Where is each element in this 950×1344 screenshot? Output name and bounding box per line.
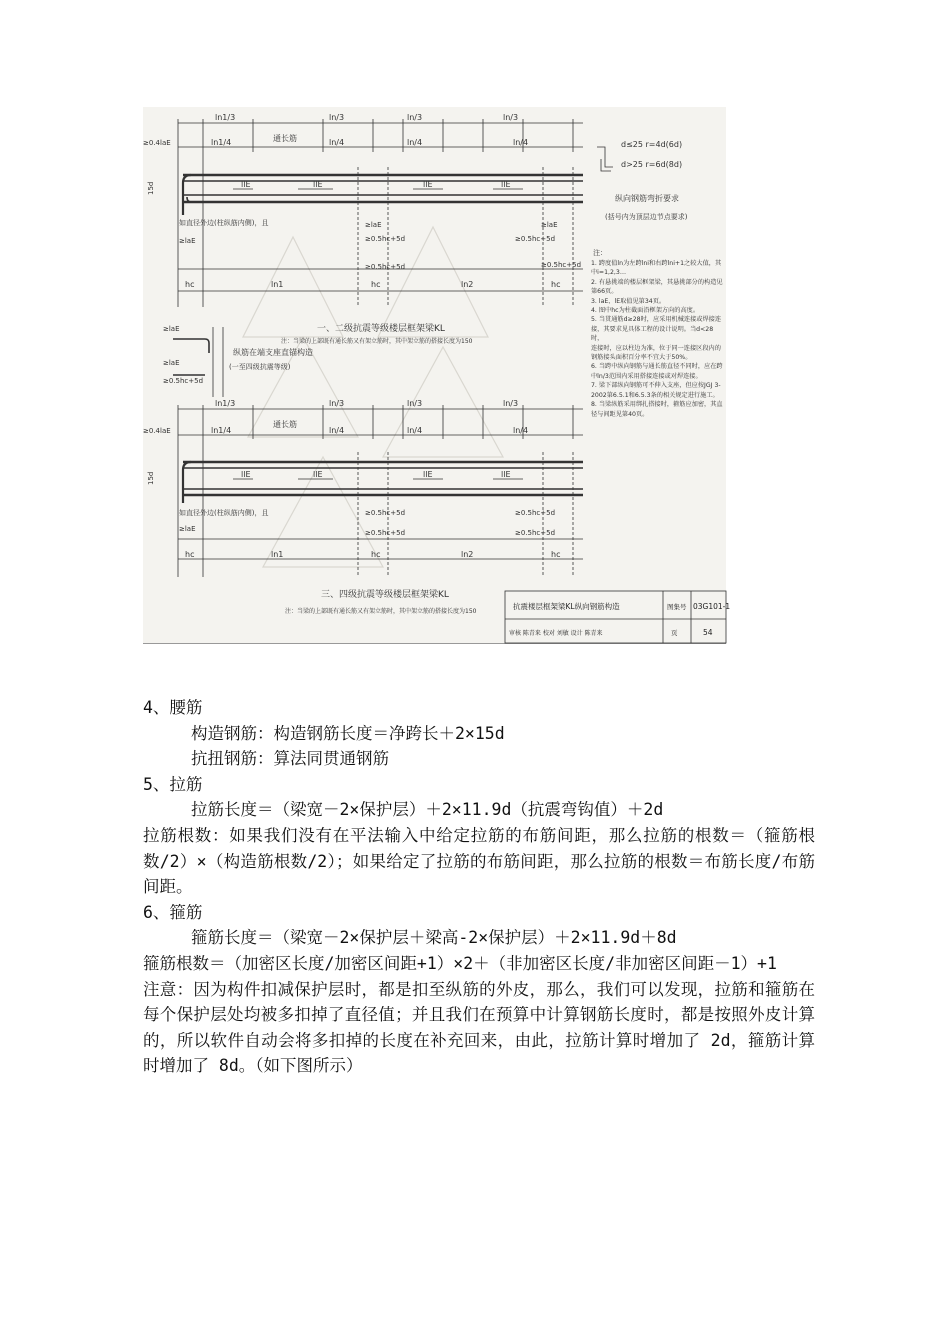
title-block-atlas-label: 图集号 [667,603,687,611]
b2-ln-3b: ln/3 [407,399,423,408]
stirrup-count: 箍筋根数＝（加密区长度/加密区间距+1）×2＋（非加密区长度/非加密区间距－1）+1 [143,953,777,973]
heading-tie-bar: 5、拉筋 [143,774,203,794]
note-8: 7. 梁下部纵向钢筋可不伸入支座，但应按JGJ 3-2002第6.5.1和6.5.3条的相关规定进行施工。 [591,382,721,399]
document-body [143,695,815,1079]
b1-05hc-b: ≥0.5hc+5d [365,263,406,271]
b2-ln-4b: ln/4 [407,426,423,435]
b1-05hc-a: ≥0.5hc+5d [365,235,406,243]
end-lae-2: ≥laE [163,359,180,367]
b1-ln2: ln2 [461,280,474,289]
waist-torsion: 抗扭钢筋：算法同贯通钢筋 [191,749,389,769]
rebar-detail-drawing [143,107,731,644]
note-3: 3. laE、lE取值见第34页。 [591,297,666,305]
b2-tongchang: 通长筋 [273,420,297,429]
note-5: 5. 当贯通筋d≥28时，应采用机械连接或焊接连接，其要求见具体工程的设计说明。当d<28时， [591,316,722,343]
b1-ln1-4: ln1/4 [211,138,232,147]
note-9: 8. 当梁纵筋采用绑扎搭接时，箍筋应加密，其直径与间距见第40页。 [591,401,723,418]
b1-ln-3a: ln/3 [329,113,345,122]
tie-bar-count: 拉筋根数：如果我们没有在平法输入中给定拉筋的布筋间距，那么拉筋的根数＝（箍筋根数/2）×（构造筋根数/2）；如果给定了拉筋的布筋间距，那么拉筋的根数＝布筋长度/布筋间距。 [143,825,815,897]
b1-ln-3c: ln/3 [503,113,519,122]
b2-15d: 15d [147,471,155,485]
title-block-title: 抗震楼层框架梁KL纵向钢筋构造 [513,602,620,611]
b1-15d: 15d [147,181,155,195]
b2-ln1-4: ln1/4 [211,426,232,435]
b1-hc-a: hc [185,280,195,289]
b1-ln-4b: ln/4 [407,138,423,147]
b2-lae: ≥laE [179,525,196,533]
b2-hc-a: hc [185,550,195,559]
heading-stirrup: 6、箍筋 [143,902,203,922]
b2-ln-4a: ln/4 [329,426,345,435]
notes-list [591,259,723,559]
b1-lae-3: ≥laE [541,221,558,229]
note-6: 连接时，应以柱边为准，位于同一连接区段内的钢筋接头面积百分率不宜大于50%。 [591,344,721,362]
b2-05hc-b: ≥0.5hc+5d [365,529,406,537]
b2-ln2: ln2 [461,550,474,559]
title-block-sign: 审核 陈青来 校对 刘敏 设计 陈青来 [509,630,603,637]
note-4: 4. 图中hc为柱截面沿框架方向的高度。 [591,307,700,315]
note-1: 1. 跨度值ln为左跨lni和右跨lni+1之较大值，其中i=1,2,3… [591,260,722,277]
stirrup-length: 箍筋长度＝（梁宽－2×保护层＋梁高-2×保护层）＋2×11.9d＋8d [191,928,677,948]
b1-lae: ≥laE [179,237,196,245]
b1-lle-b: llE [313,180,323,189]
b1-hc-b: hc [371,280,381,289]
b1-04lae: ≥0.4laE [143,139,171,147]
beam-1-note: 注：当梁的上部既有通长筋又有架立筋时，其中架立筋的搭接长度为150 [281,338,473,345]
note-paragraph: 注意：因为构件扣减保护层时，都是扣至纵筋的外皮，那么，我们可以发现，拉筋和箍筋在每个保护层处均被多扣掉了直径值；并且我们在预算中计算钢筋长度时，都是按照外皮计算的，所以软件自动会将多扣掉的长度在补充回来，由此，拉筋计算时增加了 2d，箍筋计算时增加了 8d。（如下图所示） [143,979,815,1076]
b2-05hc-c: ≥0.5hc+5d [515,509,556,517]
b1-lle-c: llE [423,180,433,189]
b2-ln-4c: ln/4 [513,426,529,435]
b1-hc-c: hc [551,280,561,289]
bend-sub: (括号内为顶层边节点要求) [605,213,688,221]
title-block-page-label: 页 [671,629,678,637]
b2-lle-c: llE [423,470,433,479]
b2-05hc-d: ≥0.5hc+5d [515,529,556,537]
b1-lle-d: llE [501,180,511,189]
notes-label: 注： [593,249,607,257]
beam-drawing-svg [143,107,731,643]
beam-2-note: 注：当梁的上部既有通长筋又有架立筋时，其中架立筋的搭接长度为150 [285,608,477,615]
heading-waist-rebar: 4、腰筋 [143,698,203,717]
title-block-code: 03G101-1 [693,602,731,611]
b2-ln1: ln1 [271,550,284,559]
b1-05hc-d: ≥0.5hc+5d [541,261,582,269]
b2-05hc-a: ≥0.5hc+5d [365,509,406,517]
b2-lle-a: llE [241,470,251,479]
title-block-page: 54 [703,628,713,637]
end-detail-title: 纵筋在端支座直锚构造 [233,348,313,357]
end-detail-sub: (一至四级抗震等级) [229,363,291,371]
bend-title: 纵向钢筋弯折要求 [615,194,679,203]
b1-lle-a: llE [241,180,251,189]
b2-hc-b: hc [371,550,381,559]
b1-ln-4c: ln/4 [513,138,529,147]
note-7: 6. 当跨中纵向钢筋与通长筋直径不同时，应在跨中ln/3范围内采用搭接连接或对焊连接。 [591,363,723,380]
b2-hc-c: hc [551,550,561,559]
b1-zhuwai: 如直径外边(柱纵筋内侧)，且 [179,219,269,227]
b1-ln1: ln1 [271,280,284,289]
b2-lle-b: llE [313,470,323,479]
b2-ln-3c: ln/3 [503,399,519,408]
b2-04lae: ≥0.4laE [143,427,171,435]
b2-ln-3a: ln/3 [329,399,345,408]
end-05hc: ≥0.5hc+5d [163,377,204,385]
b2-ln1-3: ln1/3 [215,399,236,408]
b1-ln1-3: ln1/3 [215,113,236,122]
b1-lae-2: ≥laE [365,221,382,229]
bend-note-1: d≤25 r=4d(6d) [621,140,683,149]
b2-lle-d: llE [501,470,511,479]
waist-constructional: 构造钢筋：构造钢筋长度＝净跨长＋2×15d [191,723,505,743]
b1-ln-3b: ln/3 [407,113,423,122]
tie-bar-length: 拉筋长度＝（梁宽－2×保护层）＋2×11.9d（抗震弯钩值）＋2d [191,800,664,820]
b1-ln-4a: ln/4 [329,138,345,147]
note-2: 2. 有悬挑端的楼层框架梁，其悬挑部分的构造见第66页。 [591,278,723,296]
beam-2-title: 三、四级抗震等级楼层框架梁KL [321,590,449,600]
end-lae: ≥laE [163,325,180,333]
b2-zhuwai: 如直径外边(柱纵筋内侧)，且 [179,509,269,517]
b1-tongchang: 通长筋 [273,134,297,143]
b1-05hc-c: ≥0.5hc+5d [515,235,556,243]
beam-1-title: 一、二级抗震等级楼层框架梁KL [317,324,445,334]
bend-note-2: d>25 r=6d(8d) [621,160,683,169]
